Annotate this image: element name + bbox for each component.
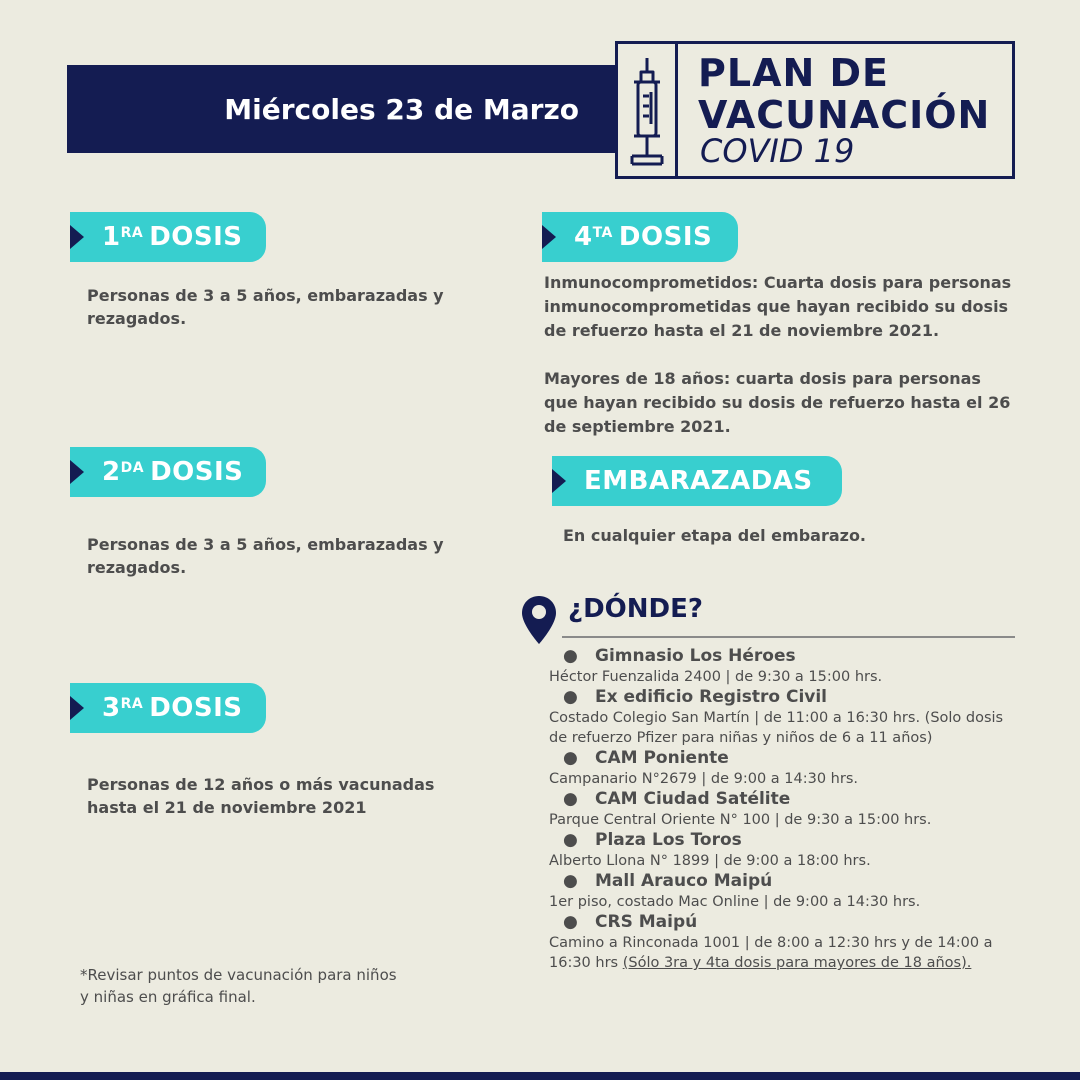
bottom-bar <box>0 1072 1080 1080</box>
location-detail: 1er piso, costado Mac Online | de 9:00 a 14:30 hrs. <box>549 894 921 910</box>
list-item <box>549 912 1019 973</box>
location-name: CAM Poniente <box>595 748 729 768</box>
dose-4-badge <box>542 212 738 262</box>
plan-title <box>698 52 990 136</box>
location-pin-icon <box>521 595 557 645</box>
location-detail: Campanario N°2679 | de 9:00 a 14:30 hrs. <box>549 771 858 787</box>
footnote: *Revisar puntos de vacunación para niños y niñas en gráfica final. <box>80 966 397 1006</box>
dose-2-label: DOSIS <box>150 457 244 487</box>
list-item <box>549 789 1019 830</box>
plan-header <box>615 41 1015 179</box>
dose-3-badge <box>70 683 266 733</box>
bullet: ● <box>563 830 578 850</box>
list-item <box>549 830 1019 871</box>
bullet: ● <box>563 912 578 932</box>
location-note: (Sólo 3ra y 4ta dosis para mayores de 18 años). <box>622 955 972 971</box>
pregnant-label: EMBARAZADAS <box>584 466 813 496</box>
dose-1-label: DOSIS <box>149 222 243 252</box>
dose-1-text: Personas de 3 a 5 años, embarazadas y rezagados. <box>87 286 444 328</box>
arrow-tip-icon <box>70 696 84 720</box>
list-item <box>549 871 1019 912</box>
dose-4-text-immunocompromised: Inmunocomprometidos: Cuarta dosis para personas inmunocomprometidas que hayan recibido su dosis de refuerzo hasta el 21 de noviembre 2021. <box>544 273 1012 340</box>
bullet: ● <box>563 687 578 707</box>
syringe-icon <box>626 56 668 168</box>
arrow-tip-icon <box>542 225 556 249</box>
date-banner <box>67 65 617 153</box>
arrow-tip-icon <box>70 225 84 249</box>
dose-4-number: 4 <box>574 222 593 252</box>
plan-title-line1: PLAN DE <box>698 51 890 95</box>
bullet: ● <box>563 748 578 768</box>
location-detail: Héctor Fuenzalida 2400 | de 9:30 a 15:00 hrs. <box>549 669 883 685</box>
dose-3-number: 3 <box>102 693 121 723</box>
where-heading: ¿DÓNDE? <box>568 594 703 624</box>
dose-1-number: 1 <box>102 222 121 252</box>
dose-4-label: DOSIS <box>618 222 713 252</box>
plan-subtitle: COVID 19 <box>700 132 855 170</box>
location-name: Ex edificio Registro Civil <box>595 687 828 707</box>
dose-2-text: Personas de 3 a 5 años, embarazadas y rezagados. <box>87 535 444 577</box>
list-item <box>549 687 1019 748</box>
location-name: Plaza Los Toros <box>595 830 742 850</box>
arrow-tip-icon <box>70 460 84 484</box>
date-text: Miércoles 23 de Marzo <box>224 92 579 126</box>
location-detail: Parque Central Oriente N° 100 | de 9:30 a 15:00 hrs. <box>549 812 932 828</box>
dose-3-label: DOSIS <box>149 693 243 723</box>
dose-3-text: Personas de 12 años o más vacunadas hasta el 21 de noviembre 2021 <box>87 775 435 817</box>
bullet: ● <box>563 646 578 666</box>
locations-list <box>549 646 1019 973</box>
dose-1-suffix: RA <box>120 225 144 241</box>
where-divider <box>562 636 1015 638</box>
pregnant-text: En cualquier etapa del embarazo. <box>563 526 867 545</box>
list-item <box>549 646 1019 687</box>
dose-2-number: 2 <box>102 457 121 487</box>
location-detail: Costado Colegio San Martín | de 11:00 a 16:30 hrs. (Solo dosis de refuerzo Pfizer para niñas y niños de 6 a 11 años) <box>549 710 1004 746</box>
dose-2-suffix: DA <box>120 460 145 476</box>
dose-1-badge <box>70 212 266 262</box>
bullet: ● <box>563 871 578 891</box>
location-detail-text: Camino a Rinconada 1001 | de 8:00 a 12:30 hrs y de 14:00 a 16:30 hrs <box>549 935 993 971</box>
dose-4-suffix: TA <box>592 225 613 241</box>
pregnant-badge <box>552 456 842 506</box>
location-name: Gimnasio Los Héroes <box>595 646 796 666</box>
dose-3-suffix: RA <box>120 696 144 712</box>
location-detail <box>549 933 1019 973</box>
bullet: ● <box>563 789 578 809</box>
dose-4-text-over-18: Mayores de 18 años: cuarta dosis para personas que hayan recibido su dosis de refuerzo hasta el 26 de septiembre 2021. <box>544 369 1011 436</box>
location-name: CAM Ciudad Satélite <box>595 789 791 809</box>
plan-divider <box>675 44 678 176</box>
arrow-tip-icon <box>552 469 566 493</box>
dose-2-badge <box>70 447 266 497</box>
list-item <box>549 748 1019 789</box>
location-detail: Alberto Llona N° 1899 | de 9:00 a 18:00 hrs. <box>549 853 871 869</box>
plan-title-line2: VACUNACIÓN <box>698 93 991 137</box>
location-name: CRS Maipú <box>595 912 698 932</box>
location-name: Mall Arauco Maipú <box>595 871 773 891</box>
